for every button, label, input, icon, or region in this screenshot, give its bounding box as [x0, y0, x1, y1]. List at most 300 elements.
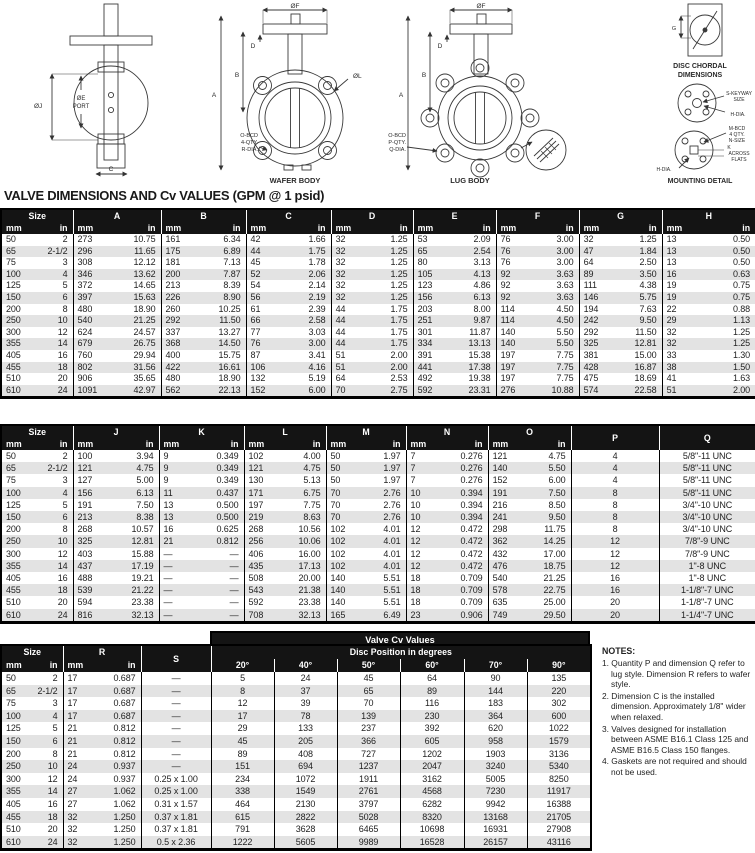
- table-cell: —: [141, 710, 211, 723]
- table-row: [1, 474, 755, 486]
- table-cell: 3162: [400, 773, 464, 786]
- table-row: [1, 785, 591, 798]
- unit-mm: mm: [161, 222, 198, 234]
- lug-body-drawing: [388, 3, 566, 185]
- table-cell: 9.87: [448, 315, 496, 327]
- table-cell: 75: [1, 474, 31, 486]
- table-cell: 7.50: [523, 487, 571, 499]
- table-cell: 1.78: [283, 257, 331, 269]
- table3-units-header-row: [1, 659, 591, 672]
- table-cell: 17: [63, 685, 95, 698]
- table-cell: 0.25 x 1.00: [141, 773, 211, 786]
- table-cell: 11.50: [614, 327, 662, 339]
- table-cell: 51: [662, 385, 700, 398]
- table-cell: 5: [31, 280, 73, 292]
- table-cell: 114: [496, 304, 531, 316]
- note-item-1: 1. Quantity P and dimension Q refer to lug style. Dimension R refers to wafer style.: [602, 658, 751, 690]
- dim-label-f: ØF: [476, 3, 486, 10]
- table-cell: 50: [326, 462, 358, 474]
- dim-label-l: ØL: [353, 73, 362, 80]
- col-group-d: D: [331, 209, 413, 222]
- table-cell: 92: [496, 292, 531, 304]
- table-cell: 121: [488, 450, 523, 462]
- table-cell: 150: [1, 511, 31, 523]
- table-cell: 4.01: [358, 548, 406, 560]
- table-cell: 26157: [464, 836, 527, 850]
- table-cell: 7: [406, 474, 440, 486]
- table-cell: 6.75: [278, 487, 326, 499]
- table-cell: 1072: [274, 773, 337, 786]
- table-cell: 121: [73, 462, 109, 474]
- table-cell: 47: [579, 246, 614, 258]
- unit-mm: mm: [1, 659, 28, 672]
- col-group-j: J: [73, 425, 159, 438]
- table-cell: 8.63: [278, 511, 326, 523]
- table-cell: 75: [1, 697, 28, 710]
- table-cell: 8.38: [109, 511, 159, 523]
- table-cell: 4568: [400, 785, 464, 798]
- table-cell: 78: [274, 710, 337, 723]
- table-cell: 216: [488, 499, 523, 511]
- table-cell: 364: [464, 710, 527, 723]
- degree-70: 70°: [464, 659, 527, 672]
- table-cell: 620: [464, 722, 527, 735]
- table-row: [1, 292, 755, 304]
- table-cell: 600: [527, 710, 591, 723]
- table-cell: 0.709: [440, 596, 488, 608]
- table-cell: 749: [488, 609, 523, 623]
- table-cell: 1.250: [95, 811, 141, 824]
- table-cell: 125: [1, 280, 31, 292]
- table-cell: 2761: [337, 785, 400, 798]
- table-cell: 18: [406, 572, 440, 584]
- dim-label-j: ØJ: [34, 103, 43, 110]
- unit-in: in: [448, 222, 496, 234]
- table-cell: 1.13: [700, 315, 755, 327]
- table-cell: 11: [159, 487, 194, 499]
- table-cell: 18.69: [614, 373, 662, 385]
- table-cell: 3.94: [109, 450, 159, 462]
- table-cell: 32: [662, 338, 700, 350]
- table-cell: 10.56: [278, 523, 326, 535]
- table-cell: 475: [579, 373, 614, 385]
- table-cell: 2047: [400, 760, 464, 773]
- table-cell: 16: [571, 572, 659, 584]
- table-cell: 140: [326, 596, 358, 608]
- table-cell: 19: [662, 280, 700, 292]
- table-cell: 51: [331, 350, 365, 362]
- table-cell: 1.25: [365, 257, 413, 269]
- table-cell: 17.19: [109, 560, 159, 572]
- table-cell: 480: [161, 373, 198, 385]
- table-cell: 5.75: [614, 292, 662, 304]
- table-cell: 21.38: [278, 584, 326, 596]
- table-cell: 20: [28, 823, 63, 836]
- table-cell: 19.21: [109, 572, 159, 584]
- table-cell: —: [141, 748, 211, 761]
- table-cell: 1.25: [365, 234, 413, 246]
- table-cell: 464: [211, 798, 274, 811]
- bolt-note-1: O-BCD: [240, 133, 258, 139]
- table-cell: —: [141, 760, 211, 773]
- table-cell: 8.50: [523, 499, 571, 511]
- table-cell: 1.75: [365, 304, 413, 316]
- table1-head: [1, 209, 755, 234]
- table-cell: 372: [73, 280, 111, 292]
- table-cell: 435: [244, 560, 278, 572]
- table-cell: 397: [73, 292, 111, 304]
- table-cell: —: [159, 572, 194, 584]
- table-cell: 161: [161, 234, 198, 246]
- unit-in: in: [523, 438, 571, 450]
- table-cell: 10.88: [531, 385, 579, 398]
- table-cell: 76: [496, 257, 531, 269]
- table-cell: 213: [73, 511, 109, 523]
- table-cell: 2-1/2: [31, 462, 73, 474]
- table-cell: 0.472: [440, 548, 488, 560]
- table-cell: 66: [246, 315, 283, 327]
- wafer-body-drawing: [212, 3, 362, 185]
- table-cell: 3797: [337, 798, 400, 811]
- col-group-e: E: [413, 209, 496, 222]
- bolt-note-1: O-BCD: [388, 133, 406, 139]
- table-cell: 1.84: [614, 246, 662, 258]
- table-row: [1, 722, 591, 735]
- col-group-n: N: [406, 425, 488, 438]
- table-cell: 334: [413, 338, 448, 350]
- table-row: [1, 685, 591, 698]
- table2-body: [1, 450, 755, 622]
- table-cell: 338: [211, 785, 274, 798]
- dim-label-a: A: [398, 92, 404, 99]
- table-cell: 5/8"-11 UNC: [659, 474, 755, 486]
- table-cell: 3.03: [283, 327, 331, 339]
- table-cell: 4: [31, 269, 73, 281]
- table-cell: 2.50: [614, 257, 662, 269]
- table-cell: 7: [406, 462, 440, 474]
- table-row: [1, 338, 755, 350]
- table-cell: 3/4"-10 UNC: [659, 511, 755, 523]
- table-cell: 50: [1, 234, 31, 246]
- table-cell: 32: [579, 234, 614, 246]
- table-cell: 20: [571, 596, 659, 608]
- table-row: [1, 760, 591, 773]
- table-row: [1, 246, 755, 258]
- table-cell: 13.13: [448, 338, 496, 350]
- table-cell: 906: [73, 373, 111, 385]
- table-cell: 0.500: [194, 511, 244, 523]
- table-cell: 102: [326, 548, 358, 560]
- table-row: [1, 811, 591, 824]
- table-cell: 70: [331, 385, 365, 398]
- table-cell: 22: [662, 304, 700, 316]
- table-cell: 64: [331, 373, 365, 385]
- table-cell: 7230: [464, 785, 527, 798]
- table-cell: 197: [496, 373, 531, 385]
- table-cell: 44: [331, 327, 365, 339]
- hdia-bottom-label: H-DIA.: [656, 167, 672, 173]
- notes-heading: NOTES:: [602, 646, 636, 656]
- table-cell: 50: [326, 474, 358, 486]
- table-cell: 6: [28, 735, 63, 748]
- table-cell: 5.51: [358, 584, 406, 596]
- dim-label-port-1: ØE: [76, 96, 86, 102]
- across-flats-label-1: ACROSS: [728, 151, 750, 157]
- table-cell: 400: [161, 350, 198, 362]
- table-cell: 0.276: [440, 474, 488, 486]
- table-cell: 10.06: [278, 535, 326, 547]
- table-cell: 197: [496, 350, 531, 362]
- degree-60: 60°: [400, 659, 464, 672]
- table-cell: 130: [244, 474, 278, 486]
- table-cell: 18.90: [198, 373, 246, 385]
- table-cell: 21: [63, 748, 95, 761]
- table-cell: 27908: [527, 823, 591, 836]
- table-cell: 127: [73, 474, 109, 486]
- table-cell: 76: [496, 234, 531, 246]
- table-cell: 476: [488, 560, 523, 572]
- table-cell: 125: [1, 499, 31, 511]
- table-cell: 16: [662, 269, 700, 281]
- table-cell: 5.13: [278, 474, 326, 486]
- table-cell: 0.50: [700, 246, 755, 258]
- table3-body: [1, 672, 591, 850]
- table-cell: 0.687: [95, 672, 141, 685]
- table-cell: 32: [331, 257, 365, 269]
- table-cell: 251: [413, 315, 448, 327]
- table-cell: —: [194, 572, 244, 584]
- table-cell: 0.50: [700, 234, 755, 246]
- table2-head: [1, 425, 755, 450]
- table-cell: 165: [326, 609, 358, 623]
- table-cell: 5/8"-11 UNC: [659, 462, 755, 474]
- table-cell: 455: [1, 362, 31, 374]
- table-cell: 10: [28, 760, 63, 773]
- table-cell: 4: [571, 474, 659, 486]
- table-row: [1, 362, 755, 374]
- table-cell: 1.30: [700, 350, 755, 362]
- table-cell: 38: [662, 362, 700, 374]
- table-cell: 0.472: [440, 523, 488, 535]
- table-row: [1, 823, 591, 836]
- table-cell: 4: [28, 710, 63, 723]
- table-cell: 17: [63, 672, 95, 685]
- unit-in: in: [283, 222, 331, 234]
- table-cell: 102: [326, 535, 358, 547]
- table-cell: 2.54: [448, 246, 496, 258]
- col-group-size: Size: [1, 209, 73, 222]
- table-cell: 292: [161, 315, 198, 327]
- table-cell: 422: [161, 362, 198, 374]
- table-cell: 2-1/2: [31, 246, 73, 258]
- table-cell: 432: [488, 548, 523, 560]
- table-cell: 250: [1, 760, 28, 773]
- table-cell: 1.250: [95, 823, 141, 836]
- table-cell: 17: [63, 697, 95, 710]
- table-cell: 213: [161, 280, 198, 292]
- table-cell: 5: [28, 722, 63, 735]
- table-cell: 1903: [464, 748, 527, 761]
- table-cell: 0.812: [95, 722, 141, 735]
- table-cell: 17.38: [448, 362, 496, 374]
- table-cell: 22.13: [198, 385, 246, 398]
- table-cell: 540: [73, 315, 111, 327]
- table-cell: 100: [1, 269, 31, 281]
- table-cell: 125: [1, 722, 28, 735]
- table-cell: 0.31 x 1.57: [141, 798, 211, 811]
- bolt-note-2: 4-QTY.: [240, 140, 258, 146]
- table-cell: 219: [244, 511, 278, 523]
- table-cell: 4.86: [448, 280, 496, 292]
- table-cell: 1-1/4"-7 UNC: [659, 609, 755, 623]
- mbcd-label-1: M-BCD: [728, 126, 746, 132]
- table-cell: 156: [413, 292, 448, 304]
- table-cell: 29: [211, 722, 274, 735]
- table-cell: 1.25: [365, 269, 413, 281]
- unit-mm: mm: [331, 222, 365, 234]
- table-cell: 492: [413, 373, 448, 385]
- table-cell: 4.50: [531, 315, 579, 327]
- table-row: [1, 836, 591, 850]
- table-cell: 578: [488, 584, 523, 596]
- table-cell: —: [141, 722, 211, 735]
- table-cell: 21.22: [109, 584, 159, 596]
- table-cell: 16.00: [278, 548, 326, 560]
- col-group-f: F: [496, 209, 579, 222]
- table-cell: 301: [413, 327, 448, 339]
- table-cell: 121: [244, 462, 278, 474]
- table-row: [1, 269, 755, 281]
- k-label: K: [727, 145, 731, 151]
- table-cell: 1-1/8"-7 UNC: [659, 584, 755, 596]
- table-cell: 2.00: [365, 350, 413, 362]
- unit-in: in: [111, 222, 161, 234]
- table-row: [1, 560, 755, 572]
- table-cell: 18: [406, 596, 440, 608]
- table-cell: 2.14: [283, 280, 331, 292]
- table-cell: 10.57: [109, 523, 159, 535]
- table-cell: 5.50: [531, 327, 579, 339]
- table-cell: 17: [63, 710, 95, 723]
- table-cell: —: [141, 672, 211, 685]
- table-cell: 1"-8 UNC: [659, 572, 755, 584]
- table-cell: 4.75: [278, 462, 326, 474]
- table-cell: 0.937: [95, 760, 141, 773]
- table-cell: 200: [1, 304, 31, 316]
- unit-mm: mm: [496, 222, 531, 234]
- table-cell: 24.57: [111, 327, 161, 339]
- table-cell: —: [194, 560, 244, 572]
- table-cell: 7.75: [531, 362, 579, 374]
- table-cell: 4.38: [614, 280, 662, 292]
- table-cell: 4: [31, 487, 73, 499]
- dim-label-d: D: [250, 43, 256, 50]
- table-cell: 32: [331, 292, 365, 304]
- table-cell: 17.00: [523, 548, 571, 560]
- table-cell: —: [194, 609, 244, 623]
- dim-label-a: A: [211, 92, 217, 99]
- table-cell: 10: [406, 511, 440, 523]
- table-cell: 2.53: [365, 373, 413, 385]
- table-cell: 8320: [400, 811, 464, 824]
- table-row: [1, 315, 755, 327]
- unit-mm: mm: [413, 222, 448, 234]
- table-cell: 1.75: [365, 315, 413, 327]
- table-cell: 18: [31, 584, 73, 596]
- table-cell: 594: [73, 596, 109, 608]
- table-cell: 17.13: [278, 560, 326, 572]
- table-cell: 11.65: [111, 246, 161, 258]
- table-row: [1, 304, 755, 316]
- table-cell: 2.75: [365, 385, 413, 398]
- table-cell: 21.25: [111, 315, 161, 327]
- table-cell: 144: [464, 685, 527, 698]
- table-cell: 539: [73, 584, 109, 596]
- table-cell: 7.75: [531, 350, 579, 362]
- table-cell: 7.13: [198, 257, 246, 269]
- table-cell: 543: [244, 584, 278, 596]
- table-cell: 70: [337, 697, 400, 710]
- table-cell: 1-1/8"-7 UNC: [659, 596, 755, 608]
- table-cell: 0.687: [95, 710, 141, 723]
- table-cell: 480: [73, 304, 111, 316]
- table-cell: 106: [246, 362, 283, 374]
- table-cell: 488: [73, 572, 109, 584]
- table-cell: 405: [1, 350, 31, 362]
- table-row: [1, 450, 755, 462]
- table-cell: 7/8"-9 UNC: [659, 548, 755, 560]
- table-cell: 9: [159, 450, 194, 462]
- table-cell: 39: [274, 697, 337, 710]
- table-cell: 3: [31, 257, 73, 269]
- table-cell: 296: [73, 246, 111, 258]
- degree-40: 40°: [274, 659, 337, 672]
- table-cell: 0.812: [95, 748, 141, 761]
- table-cell: 0.276: [440, 462, 488, 474]
- table-cell: 15.00: [614, 350, 662, 362]
- table-row: [1, 462, 755, 474]
- table-cell: 10698: [400, 823, 464, 836]
- unit-mm: mm: [73, 222, 111, 234]
- table-cell: 1"-8 UNC: [659, 560, 755, 572]
- table-cell: 727: [337, 748, 400, 761]
- table3-group-header-row: [1, 645, 591, 659]
- table-cell: 1579: [527, 735, 591, 748]
- table-cell: 708: [244, 609, 278, 623]
- table-cell: 6.00: [523, 474, 571, 486]
- table-cell: 32: [662, 327, 700, 339]
- table-row: [1, 672, 591, 685]
- table-cell: 23.38: [278, 596, 326, 608]
- table-cell: 355: [1, 338, 31, 350]
- table-cell: 2.00: [700, 385, 755, 398]
- table-cell: 9: [159, 462, 194, 474]
- table-cell: 16: [159, 523, 194, 535]
- table-cell: 8: [31, 304, 73, 316]
- unit-mm: mm: [1, 222, 31, 234]
- table-row: [1, 584, 755, 596]
- table-cell: 8: [211, 685, 274, 698]
- disc-position-header: Disc Position in degrees: [211, 645, 591, 659]
- table-cell: 65: [1, 462, 31, 474]
- table-cell: 260: [161, 304, 198, 316]
- table-cell: 355: [1, 560, 31, 572]
- table-cell: 4.50: [531, 304, 579, 316]
- table-cell: 0.472: [440, 560, 488, 572]
- unit-in: in: [95, 659, 141, 672]
- table-cell: 197: [496, 362, 531, 374]
- table-cell: 2: [31, 234, 73, 246]
